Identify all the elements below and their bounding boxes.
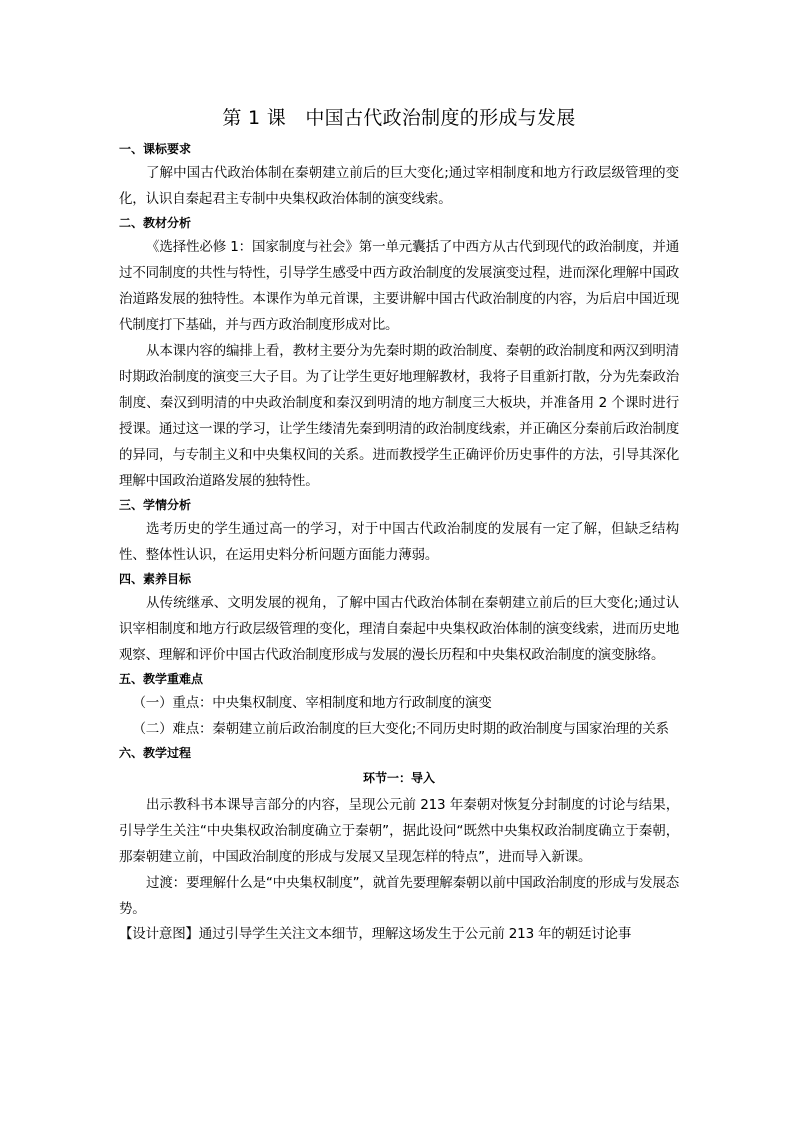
paragraph-design-intent: 【设计意图】通过引导学生关注文本细节，理解这场发生于公元前 213 年的朝廷讨论事 (119, 926, 632, 942)
paragraph-student-analysis: 选考历史的学生通过高一的学习，对于中国古代政治制度的发展有一定了解，但缺乏结构性、整体性认识，在运用史料分析问题方面能力薄弱。 (119, 521, 679, 563)
section-heading-literacy-goals: 四、素养目标 (119, 572, 192, 586)
paragraph-difficult-points: （二）难点：秦朝建立前后政治制度的巨大变化;不同历史时期的政治制度与国家治理的关系 (132, 721, 669, 737)
paragraph-key-points: （一）重点：中央集权制度、宰相制度和地方行政制度的演变 (132, 695, 492, 711)
paragraph-textbook-analysis-1: 《选择性必修 1：国家制度与社会》第一单元囊括了中西方从古代到现代的政治制度，并通过不同制度的共性与特性，引导学生感受中西方政治制度的发展演变过程，进而深化理解中国政治道路发展的独特性。本课作为单元首课，主要讲解中国古代政治制度的内容，为后启中国近现代制度打下基础，并与西方政治制度形成对比。 (119, 239, 679, 333)
section-heading-student-analysis: 三、学情分析 (119, 498, 192, 512)
sub-heading-introduction: 环节一：导入 (362, 771, 435, 785)
paragraph-literacy-goals: 从传统继承、文明发展的视角，了解中国古代政治体制在秦朝建立前后的巨大变化;通过认识宰相制度和地方行政层级管理的变化，理清自秦起中央集权政治体制的演变线索，进而历史地观察、理解和评价中国古代政治制度形成与发展的漫长历程和中央集权政治制度的演变脉络。 (119, 595, 679, 663)
paragraph-textbook-analysis-2: 从本课内容的编排上看，教材主要分为先秦时期的政治制度、秦朝的政治制度和两汉到明清时期政治制度的演变三大子目。为了让学生更好地理解教材，我将子目重新打散，分为先秦政治制度、秦汉到明清的中央政治制度和秦汉到明清的地方制度三大板块，并准备用 2 个课时进行授课。通过这一课的学习，让学生缕清先秦到明清的政治制度线索，并正确区分秦前后政治制度的异同，与专制主义和中央集权间的关系。进而教授学生正确评价历史事件的方法，引导其深化理解中国政治道路发展的独特性。 (119, 343, 679, 489)
section-heading-curriculum: 一、课标要求 (119, 142, 192, 156)
paragraph-curriculum: 了解中国古代政治体制在秦朝建立前后的巨大变化;通过宰相制度和地方行政层级管理的变化，认识自秦起君主专制中央集权政治体制的演变线索。 (119, 165, 679, 207)
section-heading-key-difficulties: 五、教学重难点 (119, 672, 204, 686)
document-body (119, 100, 679, 947)
section-heading-textbook-analysis: 二、教材分析 (119, 216, 192, 230)
paragraph-transition: 过渡：要理解什么是“中央集权制度”，就首先要理解秦朝以前中国政治制度的形成与发展态势。 (119, 875, 679, 917)
section-heading-teaching-process: 六、教学过程 (119, 746, 192, 760)
page-title: 第 1 课 中国古代政治制度的形成与发展 (222, 107, 576, 129)
paragraph-introduction: 出示教科书本课导言部分的内容，呈现公元前 213 年秦朝对恢复分封制度的讨论与结果，引导学生关注“中央集权政治制度确立于秦朝”，据此设问“既然中央集权政治制度确立于秦朝，那秦朝建立前，中国政治制度的形成与发展又呈现怎样的特点”，进而导入新课。 (119, 797, 679, 865)
